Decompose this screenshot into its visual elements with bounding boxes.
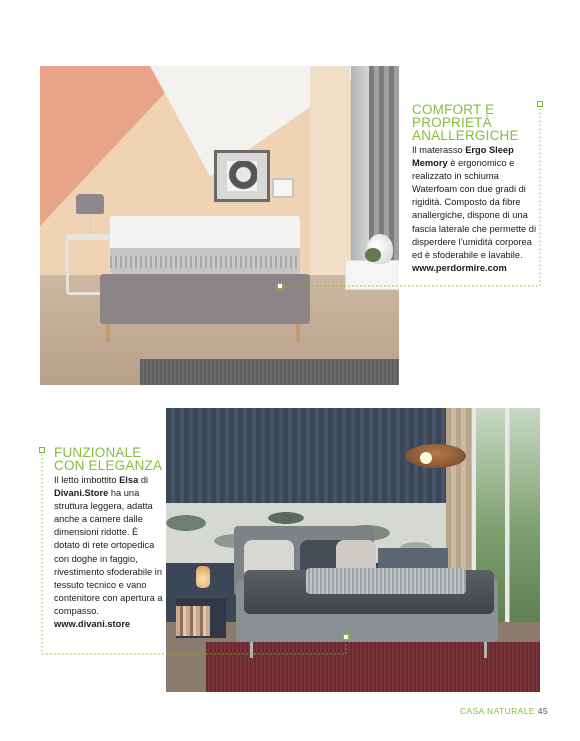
page-footer bbox=[460, 706, 548, 716]
product-name: Elsa bbox=[119, 475, 139, 485]
bed-leg bbox=[296, 324, 300, 342]
article2-body bbox=[54, 474, 166, 631]
article2-heading bbox=[54, 446, 162, 472]
heading-line: CON ELEGANZA bbox=[54, 458, 163, 473]
bed-leg bbox=[484, 642, 487, 658]
heading-line: PROPRIETÀ bbox=[412, 115, 492, 130]
heading-line: FUNZIONALE bbox=[54, 445, 142, 460]
grey-rug bbox=[140, 359, 399, 385]
table-lamp bbox=[76, 194, 104, 214]
shell-artwork bbox=[227, 161, 257, 191]
body-text: di bbox=[138, 475, 149, 485]
body-text: è ergonomico e realizzato in schiuma Waterfoam con due gradi di rigidità. Composto da fibre anallergiche, dispone di una fascia laterale che permette di disperdere l’umidità corporea ed è sfoderabile e lavabile. bbox=[412, 158, 537, 260]
wall-frame bbox=[214, 150, 270, 202]
heading-line: COMFORT E bbox=[412, 102, 495, 117]
lamp-stem bbox=[89, 214, 91, 234]
brand-name: Divani.Store bbox=[54, 488, 109, 499]
body-text: Il materasso bbox=[412, 145, 466, 155]
heading-line: ANALLERGICHE bbox=[412, 128, 519, 143]
body-text: ha una struttura leggera, adatta anche a camere dalle dimensioni ridotte. È dotato di rete ortopedica con doghe in faggio, rivestimento sfoderabile in tessuto tecnico e vano contenitore con apertura a compasso. bbox=[54, 488, 163, 616]
website-link[interactable]: www.divani.store bbox=[54, 619, 131, 630]
body-text: Il letto imbottito bbox=[54, 475, 120, 485]
pendant-lamp bbox=[406, 444, 466, 468]
bed-leg bbox=[106, 324, 110, 342]
article1-body bbox=[412, 144, 540, 275]
page-number: 45 bbox=[537, 706, 548, 716]
magazine-name: CASA NATURALE bbox=[460, 706, 535, 716]
product-name: Ergo Sleep Memory bbox=[412, 145, 514, 169]
lamp-bulb bbox=[420, 452, 432, 464]
article1-heading bbox=[412, 103, 519, 142]
website-link[interactable]: www.perdormire.com bbox=[412, 262, 507, 273]
